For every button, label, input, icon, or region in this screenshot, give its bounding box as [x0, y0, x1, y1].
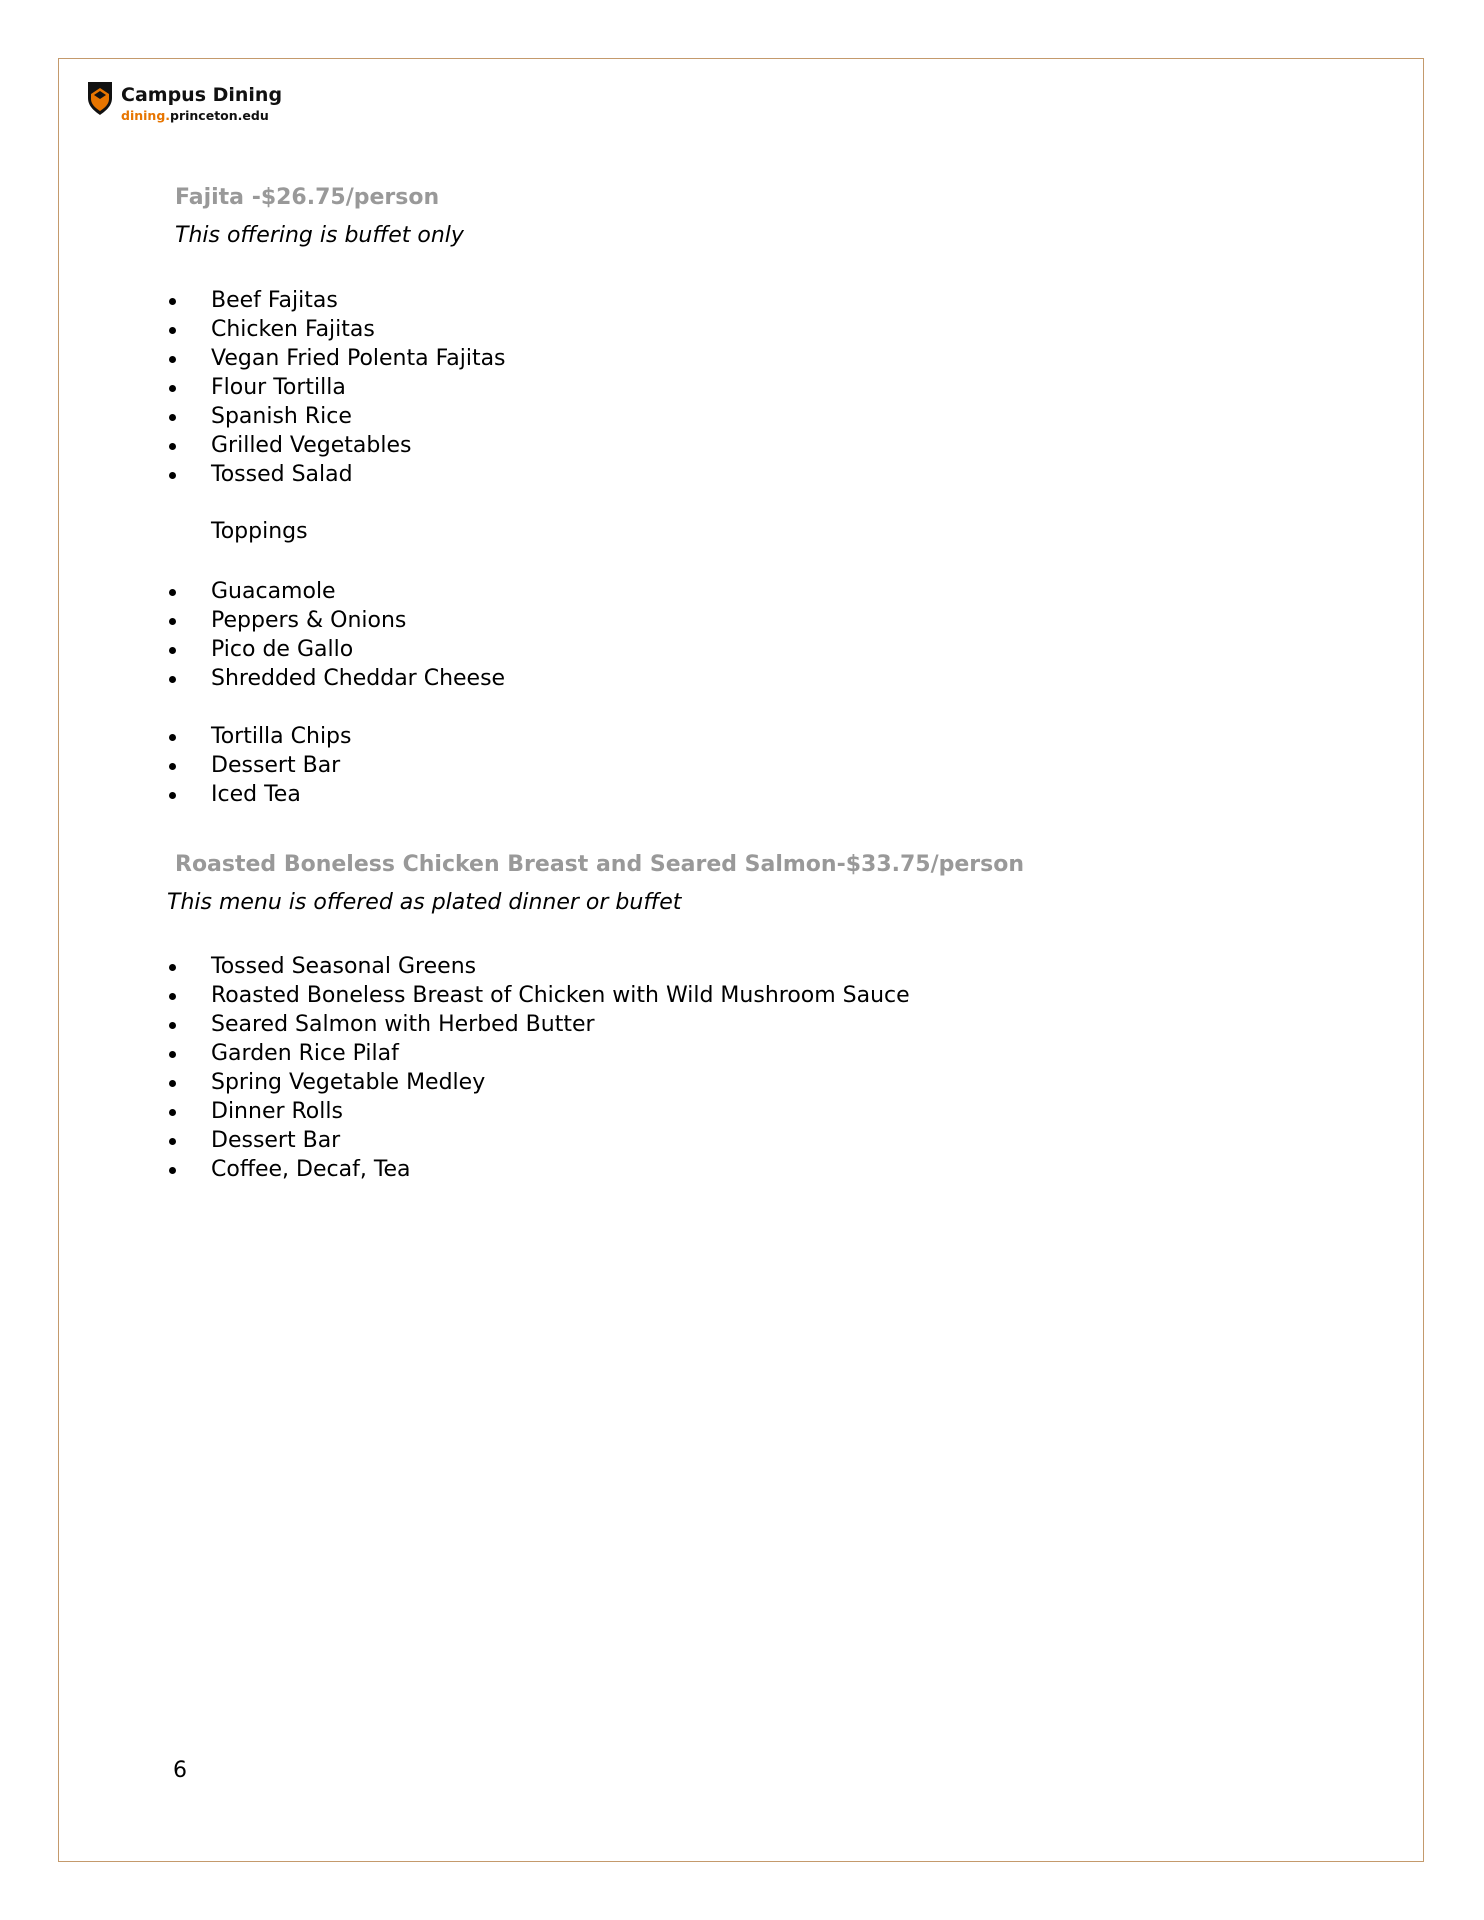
- list-item: Pico de Gallo: [166, 635, 505, 664]
- brand-url-accent: dining.: [121, 108, 171, 123]
- list-item: Spring Vegetable Medley: [166, 1068, 910, 1097]
- fajita-extras-list: [166, 722, 352, 809]
- list-item: Guacamole: [166, 577, 505, 606]
- list-item: Roasted Boneless Breast of Chicken with Wild Mushroom Sauce: [166, 981, 910, 1010]
- campus-dining-logo: [86, 80, 282, 124]
- fajita-subtitle: This offering is buffet only: [175, 223, 464, 248]
- page-number: 6: [173, 1758, 187, 1783]
- list-item: Iced Tea: [166, 780, 352, 809]
- list-item: Tossed Salad: [166, 460, 506, 489]
- list-item: Grilled Vegetables: [166, 431, 506, 460]
- list-item: Coffee, Decaf, Tea: [166, 1155, 910, 1184]
- brand-name: Campus Dining: [121, 84, 283, 106]
- brand-url: [121, 108, 282, 124]
- list-item: Seared Salmon with Herbed Butter: [166, 1010, 910, 1039]
- fajita-heading: Fajita -$26.75/person: [175, 185, 440, 210]
- chicken-salmon-subtitle: This menu is offered as plated dinner or buffet: [167, 890, 682, 915]
- chicken-salmon-heading: Roasted Boneless Chicken Breast and Seared Salmon-$33.75/person: [175, 852, 1025, 877]
- list-item: Peppers & Onions: [166, 606, 505, 635]
- fajita-items-list: [166, 286, 506, 489]
- chicken-salmon-items-list: [166, 952, 910, 1184]
- list-item: Spanish Rice: [166, 402, 506, 431]
- list-item: Beef Fajitas: [166, 286, 506, 315]
- brand-url-rest: princeton.edu: [170, 108, 269, 123]
- list-item: Tortilla Chips: [166, 722, 352, 751]
- list-item: Flour Tortilla: [166, 373, 506, 402]
- list-item: Chicken Fajitas: [166, 315, 506, 344]
- list-item: Dessert Bar: [166, 751, 352, 780]
- princeton-shield-icon: [86, 80, 114, 116]
- list-item: Shredded Cheddar Cheese: [166, 664, 505, 693]
- toppings-list: [166, 577, 505, 693]
- list-item: Dinner Rolls: [166, 1097, 910, 1126]
- list-item: Tossed Seasonal Greens: [166, 952, 910, 981]
- toppings-label: Toppings: [211, 519, 308, 544]
- list-item: Garden Rice Pilaf: [166, 1039, 910, 1068]
- list-item: Vegan Fried Polenta Fajitas: [166, 344, 506, 373]
- list-item: Dessert Bar: [166, 1126, 910, 1155]
